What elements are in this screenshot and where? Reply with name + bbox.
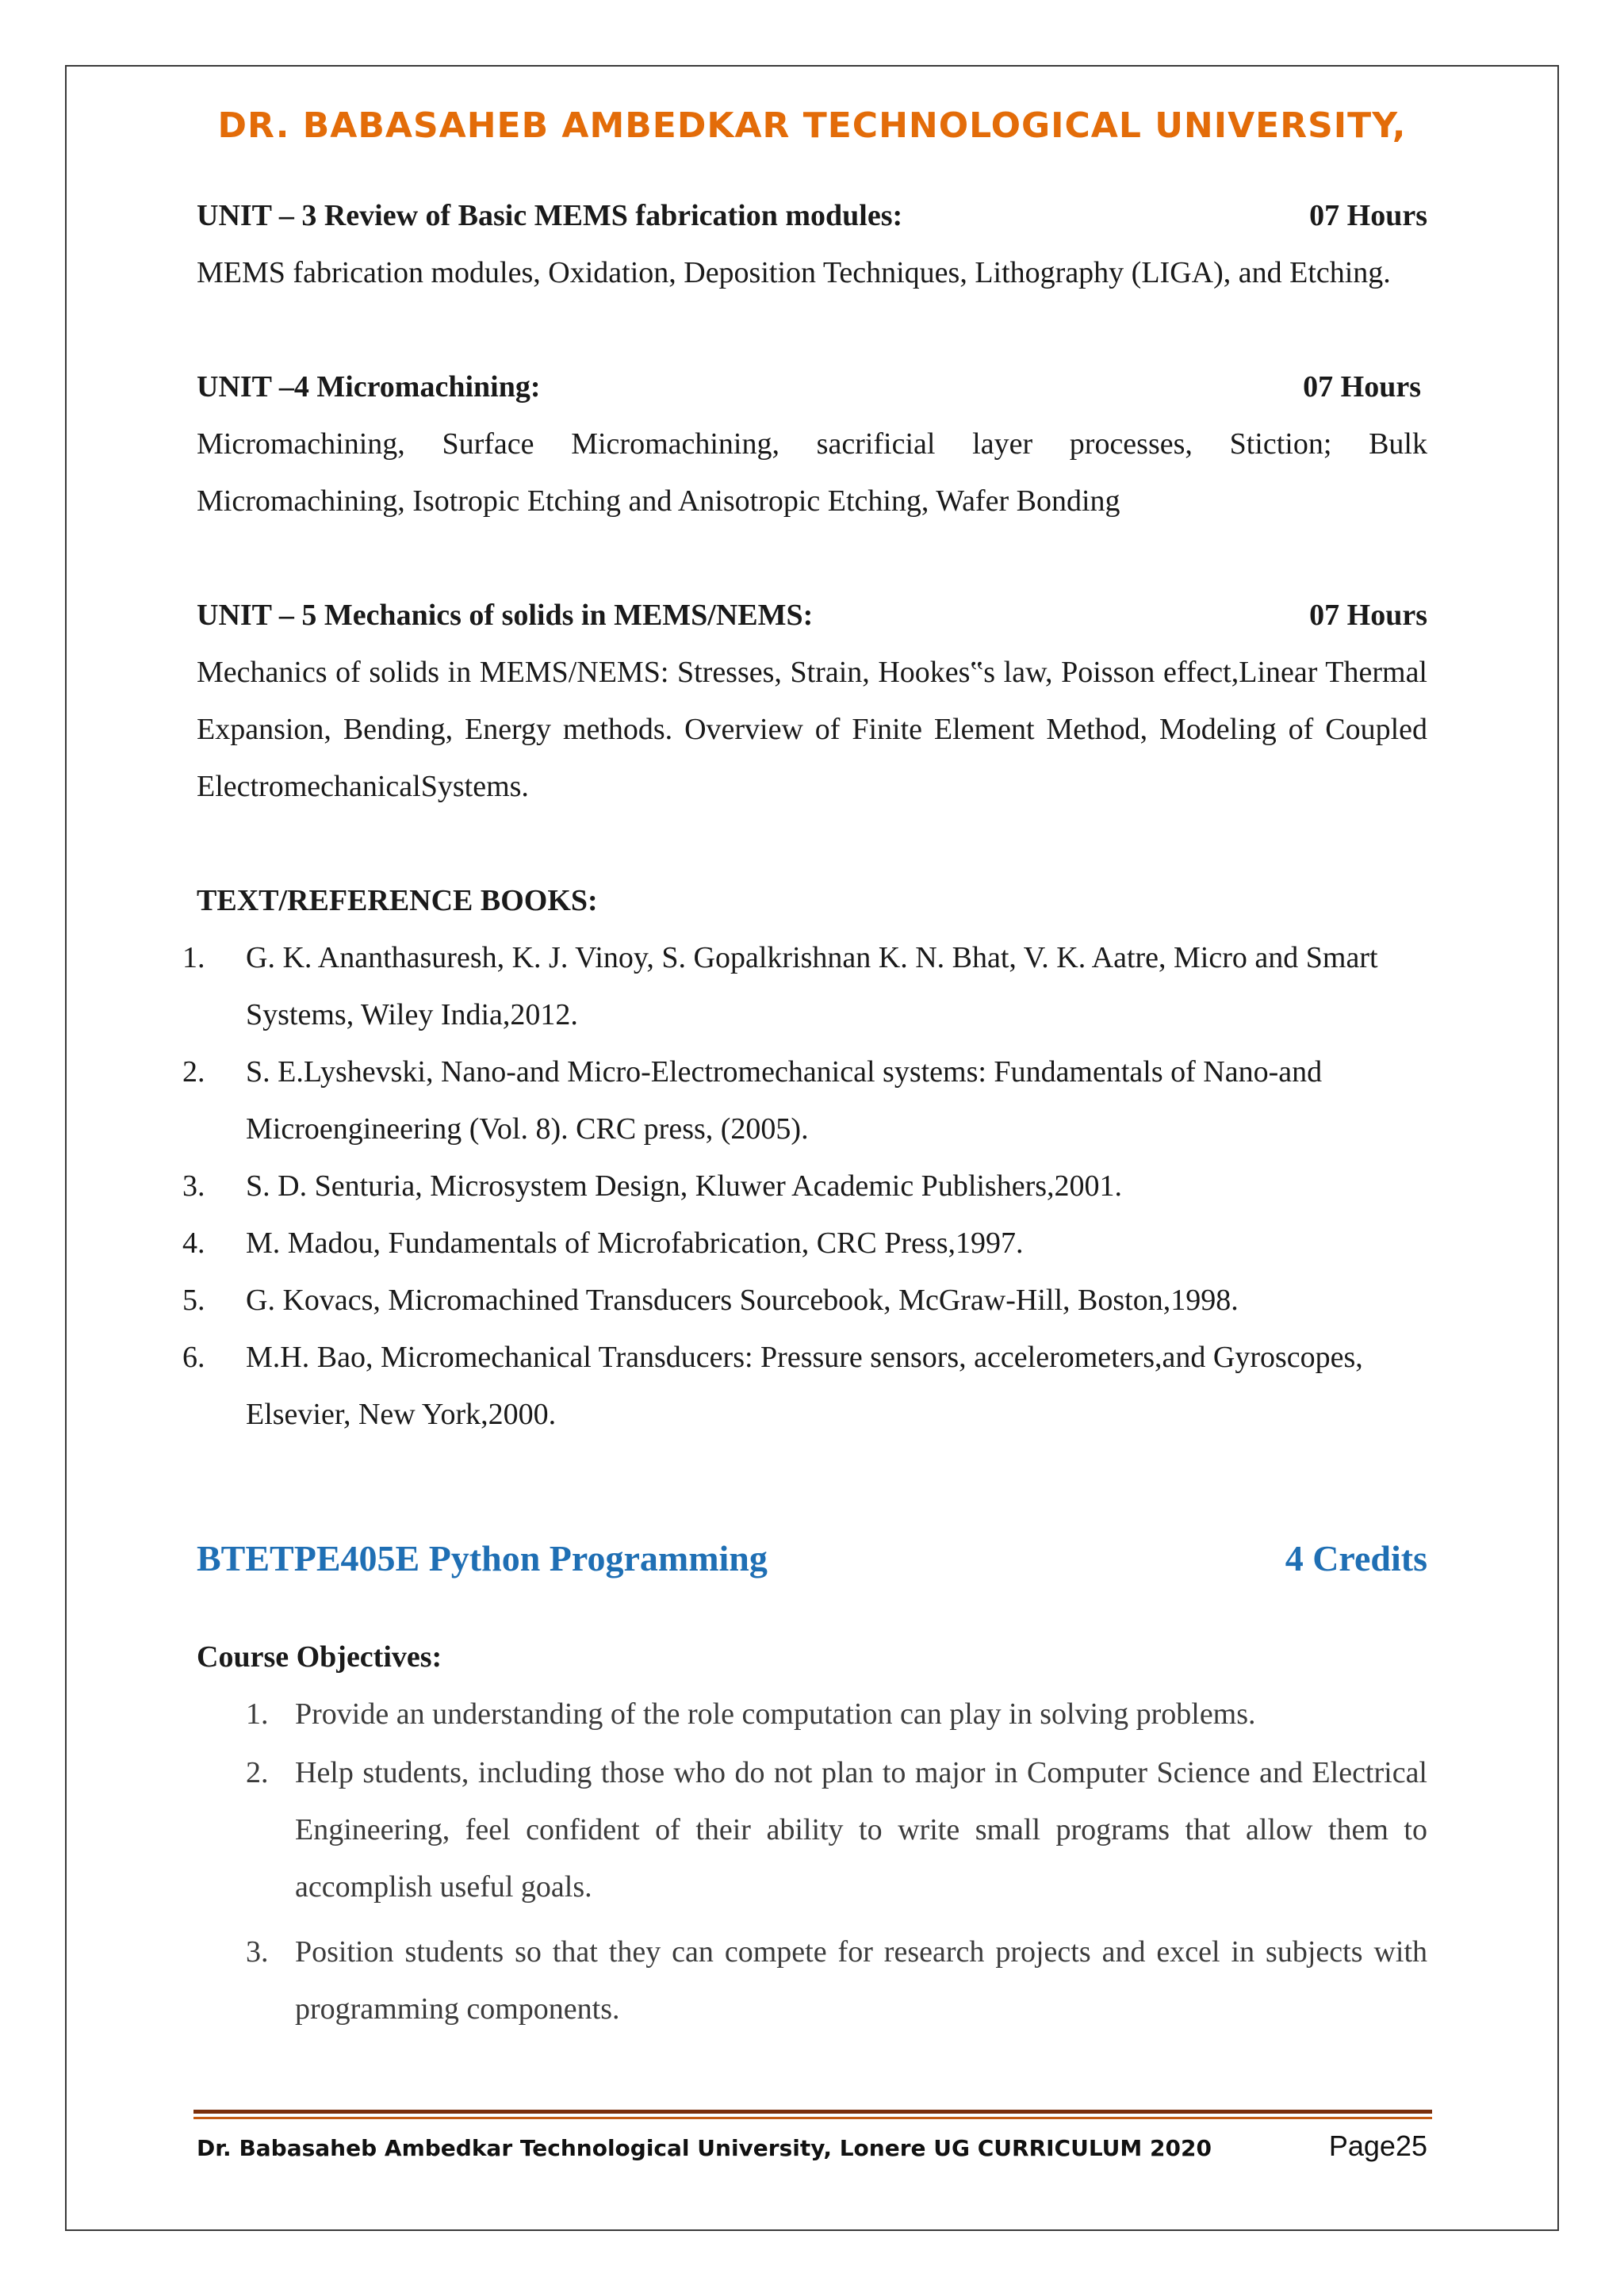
objective-number: 3.: [246, 1935, 269, 1969]
reference-text: M. Madou, Fundamentals of Microfabrication, CRC Press,1997.: [246, 1226, 1024, 1260]
course-credits: 4 Credits: [1285, 1538, 1427, 1578]
unit-5-body: Mechanics of solids in MEMS/NEMS: Stresses, Strain, Hookes‟s law, Poisson effect,Linear Thermal Expansion, Bending, Energy methods. Overview of Finite Element Method, Modeling of Coupled ElectromechanicalSystems.: [197, 656, 1427, 803]
objective-item: [197, 1744, 1427, 1915]
reference-item: [182, 1272, 1427, 1329]
objective-number: 1.: [246, 1697, 269, 1731]
unit-3-title: UNIT – 3 Review of Basic MEMS fabrication modules:: [197, 199, 903, 232]
reference-text: G. Kovacs, Micromachined Transducers Sourcebook, McGraw-Hill, Boston,1998.: [246, 1284, 1239, 1317]
unit-4-heading: [197, 358, 1427, 415]
reference-item: [182, 1215, 1427, 1272]
reference-item: [182, 1043, 1427, 1158]
unit-4-hours: 07 Hours: [1303, 370, 1421, 404]
unit-5-title: UNIT – 5 Mechanics of solids in MEMS/NEMS:: [197, 599, 814, 632]
course-heading: [197, 1530, 1427, 1587]
reference-text: S. E.Lyshevski, Nano-and Micro-Electromechanical systems: Fundamentals of Nano-and Microengineering (Vol. 8). CRC press, (2005).: [246, 1055, 1323, 1146]
reference-number: 2.: [182, 1055, 205, 1089]
footer-text: Dr. Babasaheb Ambedkar Technological University, Lonere UG CURRICULUM 2020: [197, 2135, 1212, 2161]
spacer: [197, 530, 1427, 587]
unit-5-heading: [197, 587, 1427, 644]
footer-rule: [193, 2110, 1432, 2114]
reference-number: 6.: [182, 1341, 205, 1374]
page-number: Page25: [1328, 2130, 1427, 2162]
unit-3-heading: [197, 187, 1427, 244]
objective-item: [197, 1923, 1427, 2038]
page-content: [182, 187, 1427, 2038]
spacer: [197, 815, 1427, 872]
unit-5-hours: 07 Hours: [1309, 599, 1427, 632]
objective-number: 2.: [246, 1756, 269, 1789]
reference-text: S. D. Senturia, Microsystem Design, Kluwer Academic Publishers,2001.: [246, 1169, 1123, 1203]
reference-number: 1.: [182, 941, 205, 974]
references-list: [182, 929, 1427, 1443]
unit-3-hours: 07 Hours: [1309, 199, 1427, 232]
reference-number: 4.: [182, 1226, 205, 1260]
reference-item: [182, 929, 1427, 1043]
objective-text: Position students so that they can compete for research projects and excel in subjects with programming components.: [295, 1935, 1427, 2026]
unit-4-body: Micromachining, Surface Micromachining, sacrificial layer processes, Stiction; Bulk Micromachining, Isotropic Etching and Anisotropic Etching, Wafer Bonding: [197, 427, 1427, 518]
objective-text: Help students, including those who do not plan to major in Computer Science and Electrical Engineering, feel confident of their ability to write small programs that allow them to accomplish useful goals.: [295, 1756, 1427, 1904]
objective-text: Provide an understanding of the role computation can play in solving problems.: [295, 1697, 1256, 1731]
footer-rule-accent: [193, 2117, 1432, 2119]
university-header: DR. BABASAHEB AMBEDKAR TECHNOLOGICAL UNIVERSITY,: [217, 105, 1407, 146]
reference-number: 5.: [182, 1284, 205, 1317]
page-footer: [197, 2130, 1427, 2163]
reference-text: G. K. Ananthasuresh, K. J. Vinoy, S. Gopalkrishnan K. N. Bhat, V. K. Aatre, Micro and Smart Systems, Wiley India,2012.: [246, 941, 1378, 1031]
reference-item: [182, 1158, 1427, 1215]
reference-item: [182, 1329, 1427, 1443]
spacer: [197, 301, 1427, 358]
unit-3-body: MEMS fabrication modules, Oxidation, Deposition Techniques, Lithography (LIGA), and Etching.: [197, 256, 1391, 289]
objectives-heading: Course Objectives:: [197, 1640, 442, 1674]
unit-4-title: UNIT –4 Micromachining:: [197, 370, 541, 404]
objective-item: [197, 1686, 1427, 1743]
course-title: BTETPE405E Python Programming: [197, 1538, 768, 1578]
objectives-list: [197, 1686, 1427, 2038]
reference-text: M.H. Bao, Micromechanical Transducers: Pressure sensors, accelerometers,and Gyroscopes, Elsevier, New York,2000.: [246, 1341, 1363, 1431]
references-heading: TEXT/REFERENCE BOOKS:: [197, 884, 598, 917]
reference-number: 3.: [182, 1169, 205, 1203]
